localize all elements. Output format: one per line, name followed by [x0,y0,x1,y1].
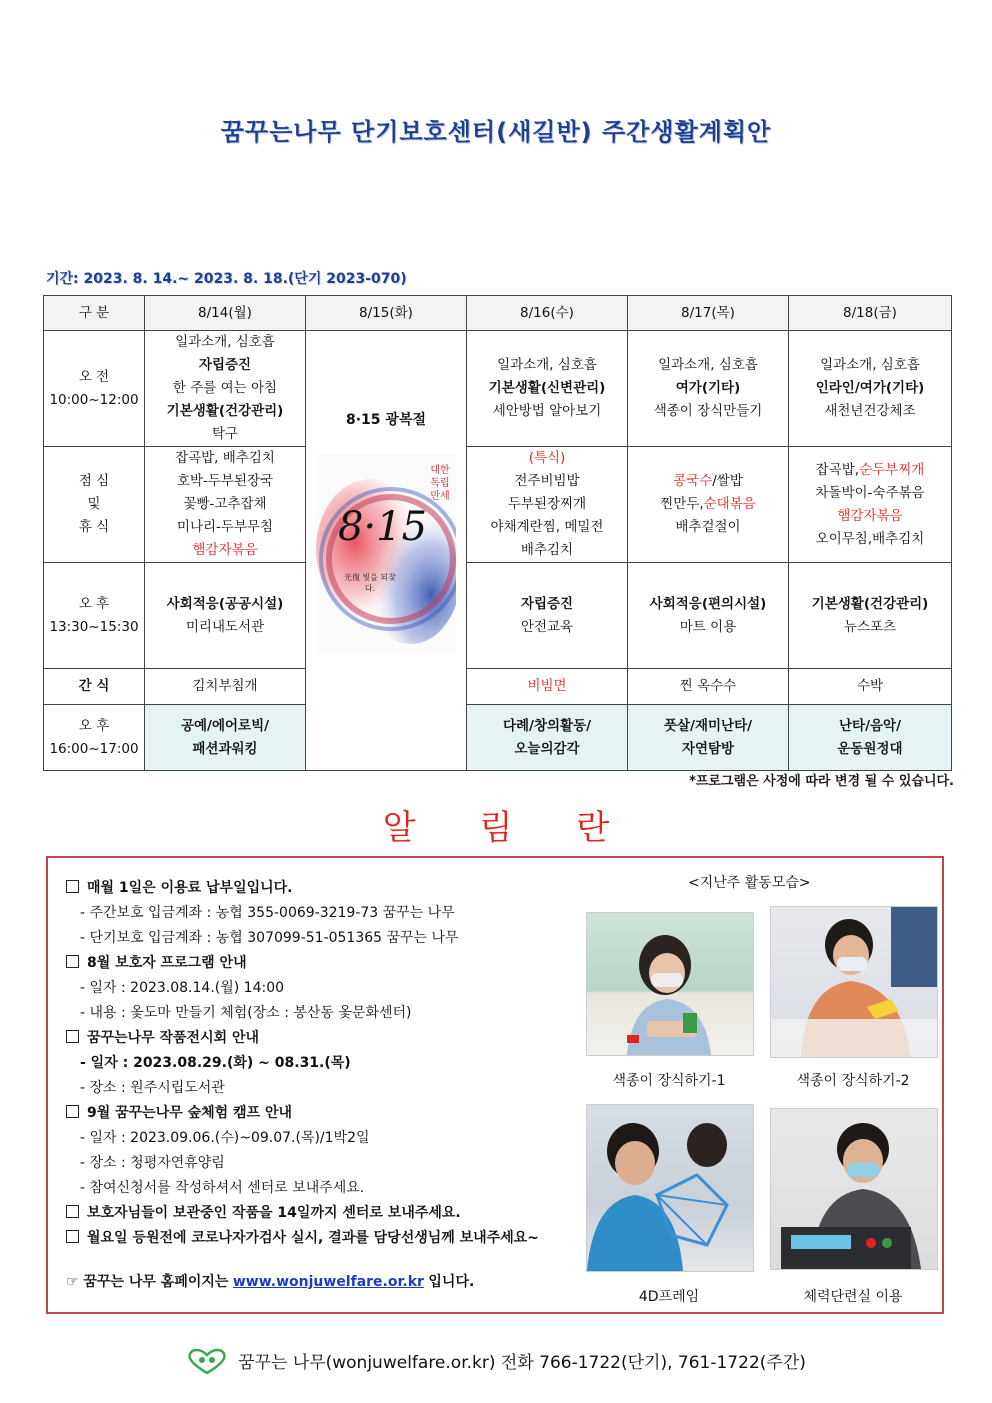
wed-afternoon2-cell: 다례/창의활동/ 오늘의감각 [467,705,628,771]
fri-snack-cell: 수박 [789,669,952,705]
notice-item: - 주간보호 입금계좌 : 농협 355-0069-3219-73 꿈꾸는 나무 [80,905,455,921]
wed-lunch-cell: (특식) 전주비빔밥 두부된장찌개 야채계란찜, 메밀전 배추김치 [467,447,628,563]
header-cell: 구 분 [44,296,145,331]
notice-item: - 일자 : 2023.08.14.(월) 14:00 [80,980,285,996]
gallery-caption: 4D프레임 [638,1289,700,1305]
notice-item: 8월 보호자 프로그램 안내 [66,951,586,976]
header-cell: 8/16(수) [467,296,628,331]
notice-item: - 일자 : 2023.09.06.(수)~09.07.(목)/1박2일 [80,1130,370,1146]
holiday-cell [306,331,467,771]
gallery-caption: 색종이 장식하기-2 [796,1073,910,1089]
checkbox-bullet-icon [66,1205,79,1218]
schedule-period: 기간: 2023. 8. 14.~ 2023. 8. 18.(단기 2023-070) [46,271,407,287]
gallery-title: <지난주 활동모습> [688,875,811,891]
notice-board-title: 알림란 [382,808,674,848]
mon-afternoon1-cell: 사회적응(공공시설) 미리내도서관 [145,563,306,669]
header-cell: 8/14(월) [145,296,306,331]
fri-morning-cell: 일과소개, 심호흡 인라인/여가(기타) 새천년건강체조 [789,331,952,447]
notice-item: - 일자 : 2023.08.29.(화) ~ 08.31.(목) [80,1055,351,1071]
gallery-caption: 색종이 장식하기-1 [612,1073,726,1089]
activity-photo-3 [586,1104,754,1272]
row-label-morning: 오 전 10:00~12:00 [44,331,145,447]
activity-photo-2 [770,906,938,1058]
wed-afternoon1-cell: 자립증진 안전교육 [467,563,628,669]
checkbox-bullet-icon [66,880,79,893]
notice-item: 9월 꿈꾸는나무 숲체험 캠프 안내 [66,1101,586,1126]
thu-snack-cell: 찐 옥수수 [628,669,789,705]
notice-board [46,856,944,1314]
footer: 꿈꾸는 나무(wonjuwelfare.or.kr) 전화 766-1722(단기), 761-1722(주간) [0,1348,992,1379]
notice-item: - 단기보호 입금계좌 : 농협 307099-51-051365 꿈꾸는 나무 [80,930,459,946]
weekly-schedule-table [43,295,952,771]
fri-lunch-cell: 잡곡밥,순두부찌개 차돌박이-숙주볶음 햄감자볶음 오이무침,배추김치 [789,447,952,563]
wed-morning-cell: 일과소개, 심호흡 기본생활(신변관리) 세안방법 알아보기 [467,331,628,447]
row-label-snack: 간 식 [44,669,145,705]
table-row [44,563,952,669]
table-header-row [44,296,952,331]
header-cell: 8/18(금) [789,296,952,331]
notice-item: - 참여신청서를 작성하셔서 센터로 보내주세요. [80,1180,365,1196]
table-row [44,331,952,447]
thu-afternoon1-cell: 사회적응(편의시설) 마트 이용 [628,563,789,669]
fri-afternoon1-cell: 기본생활(건강관리) 뉴스포츠 [789,563,952,669]
row-label-afternoon1: 오 후 13:30~15:30 [44,563,145,669]
page-title: 꿈꾸는나무 단기보호센터(새길반) 주간생활계획안 [220,118,772,146]
header-cell: 8/17(목) [628,296,789,331]
checkbox-bullet-icon [66,1030,79,1043]
notice-item: - 장소 : 청평자연휴양림 [80,1155,225,1171]
notice-item: 월요일 등원전에 코로나자가검사 실시, 결과를 담당선생님께 보내주세요~ [66,1226,586,1251]
checkbox-bullet-icon [66,955,79,968]
notice-item: - 장소 : 원주시립도서관 [80,1080,225,1096]
notice-item: - 내용 : 옻도마 만들기 체험(장소 : 봉산동 옻문화센터) [80,1005,412,1021]
header-cell: 8/15(화) [306,296,467,331]
thu-lunch-cell: 콩국수/쌀밥 찐만두,순대볶음 배추겉절이 [628,447,789,563]
homepage-line: ☞ 꿈꾸는 나무 홈페이지는 www.wonjuwelfare.or.kr 입니다. [66,1274,475,1290]
mon-morning-cell: 일과소개, 심호흡 자립증진 한 주를 여는 아침 기본생활(건강관리) 탁구 [145,331,306,447]
checkbox-bullet-icon [66,1230,79,1243]
notice-item: 매월 1일은 이용료 납부일입니다. [66,876,586,901]
table-row [44,447,952,563]
table-row [44,705,952,771]
gallery-caption: 체력단련실 이용 [803,1289,903,1305]
poster-side-text: 대한독립만세 [430,465,450,502]
wed-snack-cell: 비빔면 [467,669,628,705]
homepage-link[interactable]: www.wonjuwelfare.or.kr [232,1274,424,1290]
table-row [44,669,952,705]
poster-title: 8·15 [338,504,428,550]
activity-photo-4 [770,1108,938,1270]
mon-afternoon2-cell: 공예/에어로빅/ 패션과워킹 [145,705,306,771]
row-label-afternoon2: 오 후 16:00~17:00 [44,705,145,771]
mon-snack-cell: 김치부침개 [145,669,306,705]
notice-item: 보호자님들이 보관중인 작품을 14일까지 센터로 보내주세요. [66,1201,586,1226]
thu-afternoon2-cell: 풋살/재미난타/ 자연탐방 [628,705,789,771]
schedule-note: *프로그램은 사정에 따라 변경 될 수 있습니다. [689,774,954,789]
poster-subtitle: 光復 빛을 되찾다. [344,573,396,593]
notice-item: 꿈꾸는나무 작품전시회 안내 [66,1026,586,1051]
activity-photo-1 [586,912,754,1056]
row-label-lunch: 점 심 및 휴 식 [44,447,145,563]
thu-morning-cell: 일과소개, 심호흡 여가(기타) 색종이 장식만들기 [628,331,789,447]
heart-logo-icon [186,1348,228,1379]
liberation-day-poster [316,454,456,654]
notice-list [66,876,586,1251]
holiday-label: 8·15 광복절 [346,412,426,428]
checkbox-bullet-icon [66,1105,79,1118]
fri-afternoon2-cell: 난타/음악/ 운동원정대 [789,705,952,771]
mon-lunch-cell: 잡곡밥, 배추김치 호박-두부된장국 꽃빵-고추잡채 미나리-두부무침 햄감자볶음 [145,447,306,563]
